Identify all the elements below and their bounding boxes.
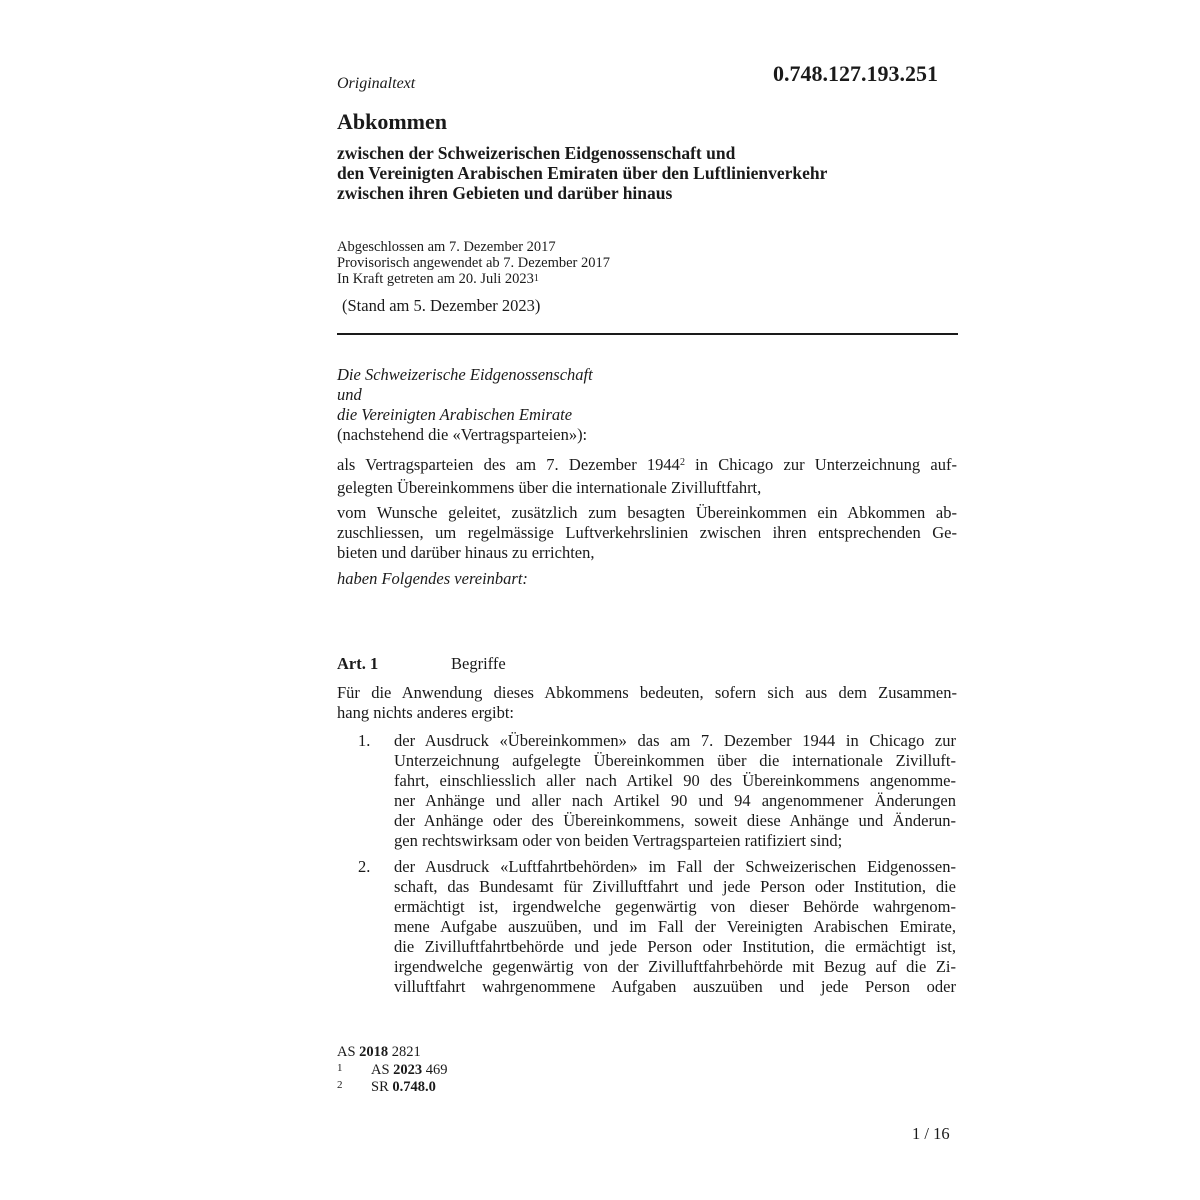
article-title: Begriffe: [451, 654, 506, 673]
list-line: fahrt, einschliesslich aller nach Artikel 90 des Übereinkommens angenomme-: [394, 771, 956, 790]
original-text-label: Originaltext: [337, 75, 416, 92]
footnote-ref[interactable]: 2: [679, 457, 685, 468]
footnote-number: 1: [337, 1062, 343, 1074]
paragraph-line: zuschliessen, um regelmässige Luftverkehrslinien zwischen ihren entsprechenden Ge-: [337, 523, 957, 542]
list-item: [394, 857, 956, 997]
date-block: [337, 239, 610, 289]
header-divider: [337, 333, 958, 335]
preamble-paragraph-2: [337, 503, 957, 563]
list-line: villuftfahrt wahrgenommene Aufgaben auszuüben und jede Person oder: [394, 977, 956, 996]
paragraph-line: vom Wunsche geleitet, zusätzlich zum besagten Übereinkommen ein Abkommen ab-: [337, 503, 957, 522]
preamble-parties: [337, 365, 957, 425]
document-subtitle: [337, 143, 827, 203]
list-item-number: 2.: [358, 857, 371, 876]
list-line: die Zivilluftfahrtbehörde und jede Person oder Institution, die ermächtigt ist,: [394, 937, 956, 956]
concluded-date: Abgeschlossen am 7. Dezember 2017: [337, 239, 556, 255]
in-force-date: In Kraft getreten am 20. Juli 2023$^1$: [337, 271, 539, 287]
paragraph-line: gelegten Übereinkommens über die internationale Zivilluftfahrt,: [337, 478, 762, 497]
list-line: ner Anhänge und aller nach Artikel 90 und 94 angenommener Änderungen: [394, 791, 956, 810]
list-line: mene Aufgabe auszuüben, und im Fall der Vereinigten Arabischen Emirate,: [394, 917, 956, 936]
sr-number: 0.748.127.193.251: [773, 61, 938, 86]
preamble-paragraph-1: [337, 455, 957, 498]
paragraph-line: als Vertragsparteien des am 7. Dezember 1944$^2$ in Chicago zur Unterzeichnung auf-: [337, 455, 957, 474]
subtitle-line: zwischen ihren Gebieten und darüber hinaus: [337, 183, 673, 203]
subtitle-line: den Vereinigten Arabischen Emiraten über den Luftlinienverkehr: [337, 163, 828, 183]
list-item: [394, 731, 956, 851]
official-collection-ref: AS 2018 2821: [337, 1044, 421, 1060]
subtitle-line: zwischen der Schweizerischen Eidgenossenschaft und: [337, 143, 736, 163]
preamble-agreed: haben Folgendes vereinbart:: [337, 569, 528, 588]
list-line: der Anhänge oder des Übereinkommens, soweit diese Anhänge und Änderun-: [394, 811, 956, 830]
article-heading: [337, 654, 506, 674]
footnote-2: 2 SR 0.748.0: [337, 1079, 436, 1095]
paragraph-line: Für die Anwendung dieses Abkommens bedeuten, sofern sich aus dem Zusammen-: [337, 683, 957, 702]
party-1: Die Schweizerische Eidgenossenschaft: [337, 365, 593, 384]
article-intro: [337, 683, 957, 723]
list-item-number: 1.: [358, 731, 371, 750]
footnote-ref[interactable]: 1: [533, 273, 539, 284]
footnote-number: 2: [337, 1079, 343, 1091]
list-line: ermächtigt ist, irgendwelche gegenwärtig von dieser Behörde wahrgenom-: [394, 897, 956, 916]
provisional-date: Provisorisch angewendet ab 7. Dezember 2017: [337, 255, 611, 271]
paragraph-line: hang nichts anderes ergibt:: [337, 703, 515, 722]
article-number: Art. 1: [337, 654, 379, 673]
page-number: 1 / 16: [912, 1124, 950, 1143]
status-date: (Stand am 5. Dezember 2023): [342, 296, 541, 315]
list-line: der Ausdruck «Luftfahrtbehörden» im Fall der Schweizerischen Eidgenossen-: [394, 857, 956, 876]
paragraph-line: bieten und darüber hinaus zu errichten,: [337, 543, 595, 562]
list-line: gen rechtswirksam oder von beiden Vertragsparteien ratifiziert sind;: [394, 831, 843, 850]
party-2: die Vereinigten Arabischen Emirate: [337, 405, 573, 424]
list-line: schaft, das Bundesamt für Zivilluftfahrt und jede Person oder Institution, die: [394, 877, 956, 896]
list-line: der Ausdruck «Übereinkommen» das am 7. Dezember 1944 in Chicago zur: [394, 731, 956, 750]
list-line: Unterzeichnung aufgelegte Übereinkommen über die internationale Zivilluft-: [394, 751, 956, 770]
preamble-hereinafter: (nachstehend die «Vertragsparteien»):: [337, 425, 588, 444]
document-title: Abkommen: [337, 109, 448, 134]
party-and: und: [337, 385, 362, 404]
footnote-1: 1 AS 2023 469: [337, 1062, 448, 1078]
list-line: irgendwelche gegenwärtig von der Zivilluftfahrbehörde mit Bezug auf die Zi-: [394, 957, 956, 976]
